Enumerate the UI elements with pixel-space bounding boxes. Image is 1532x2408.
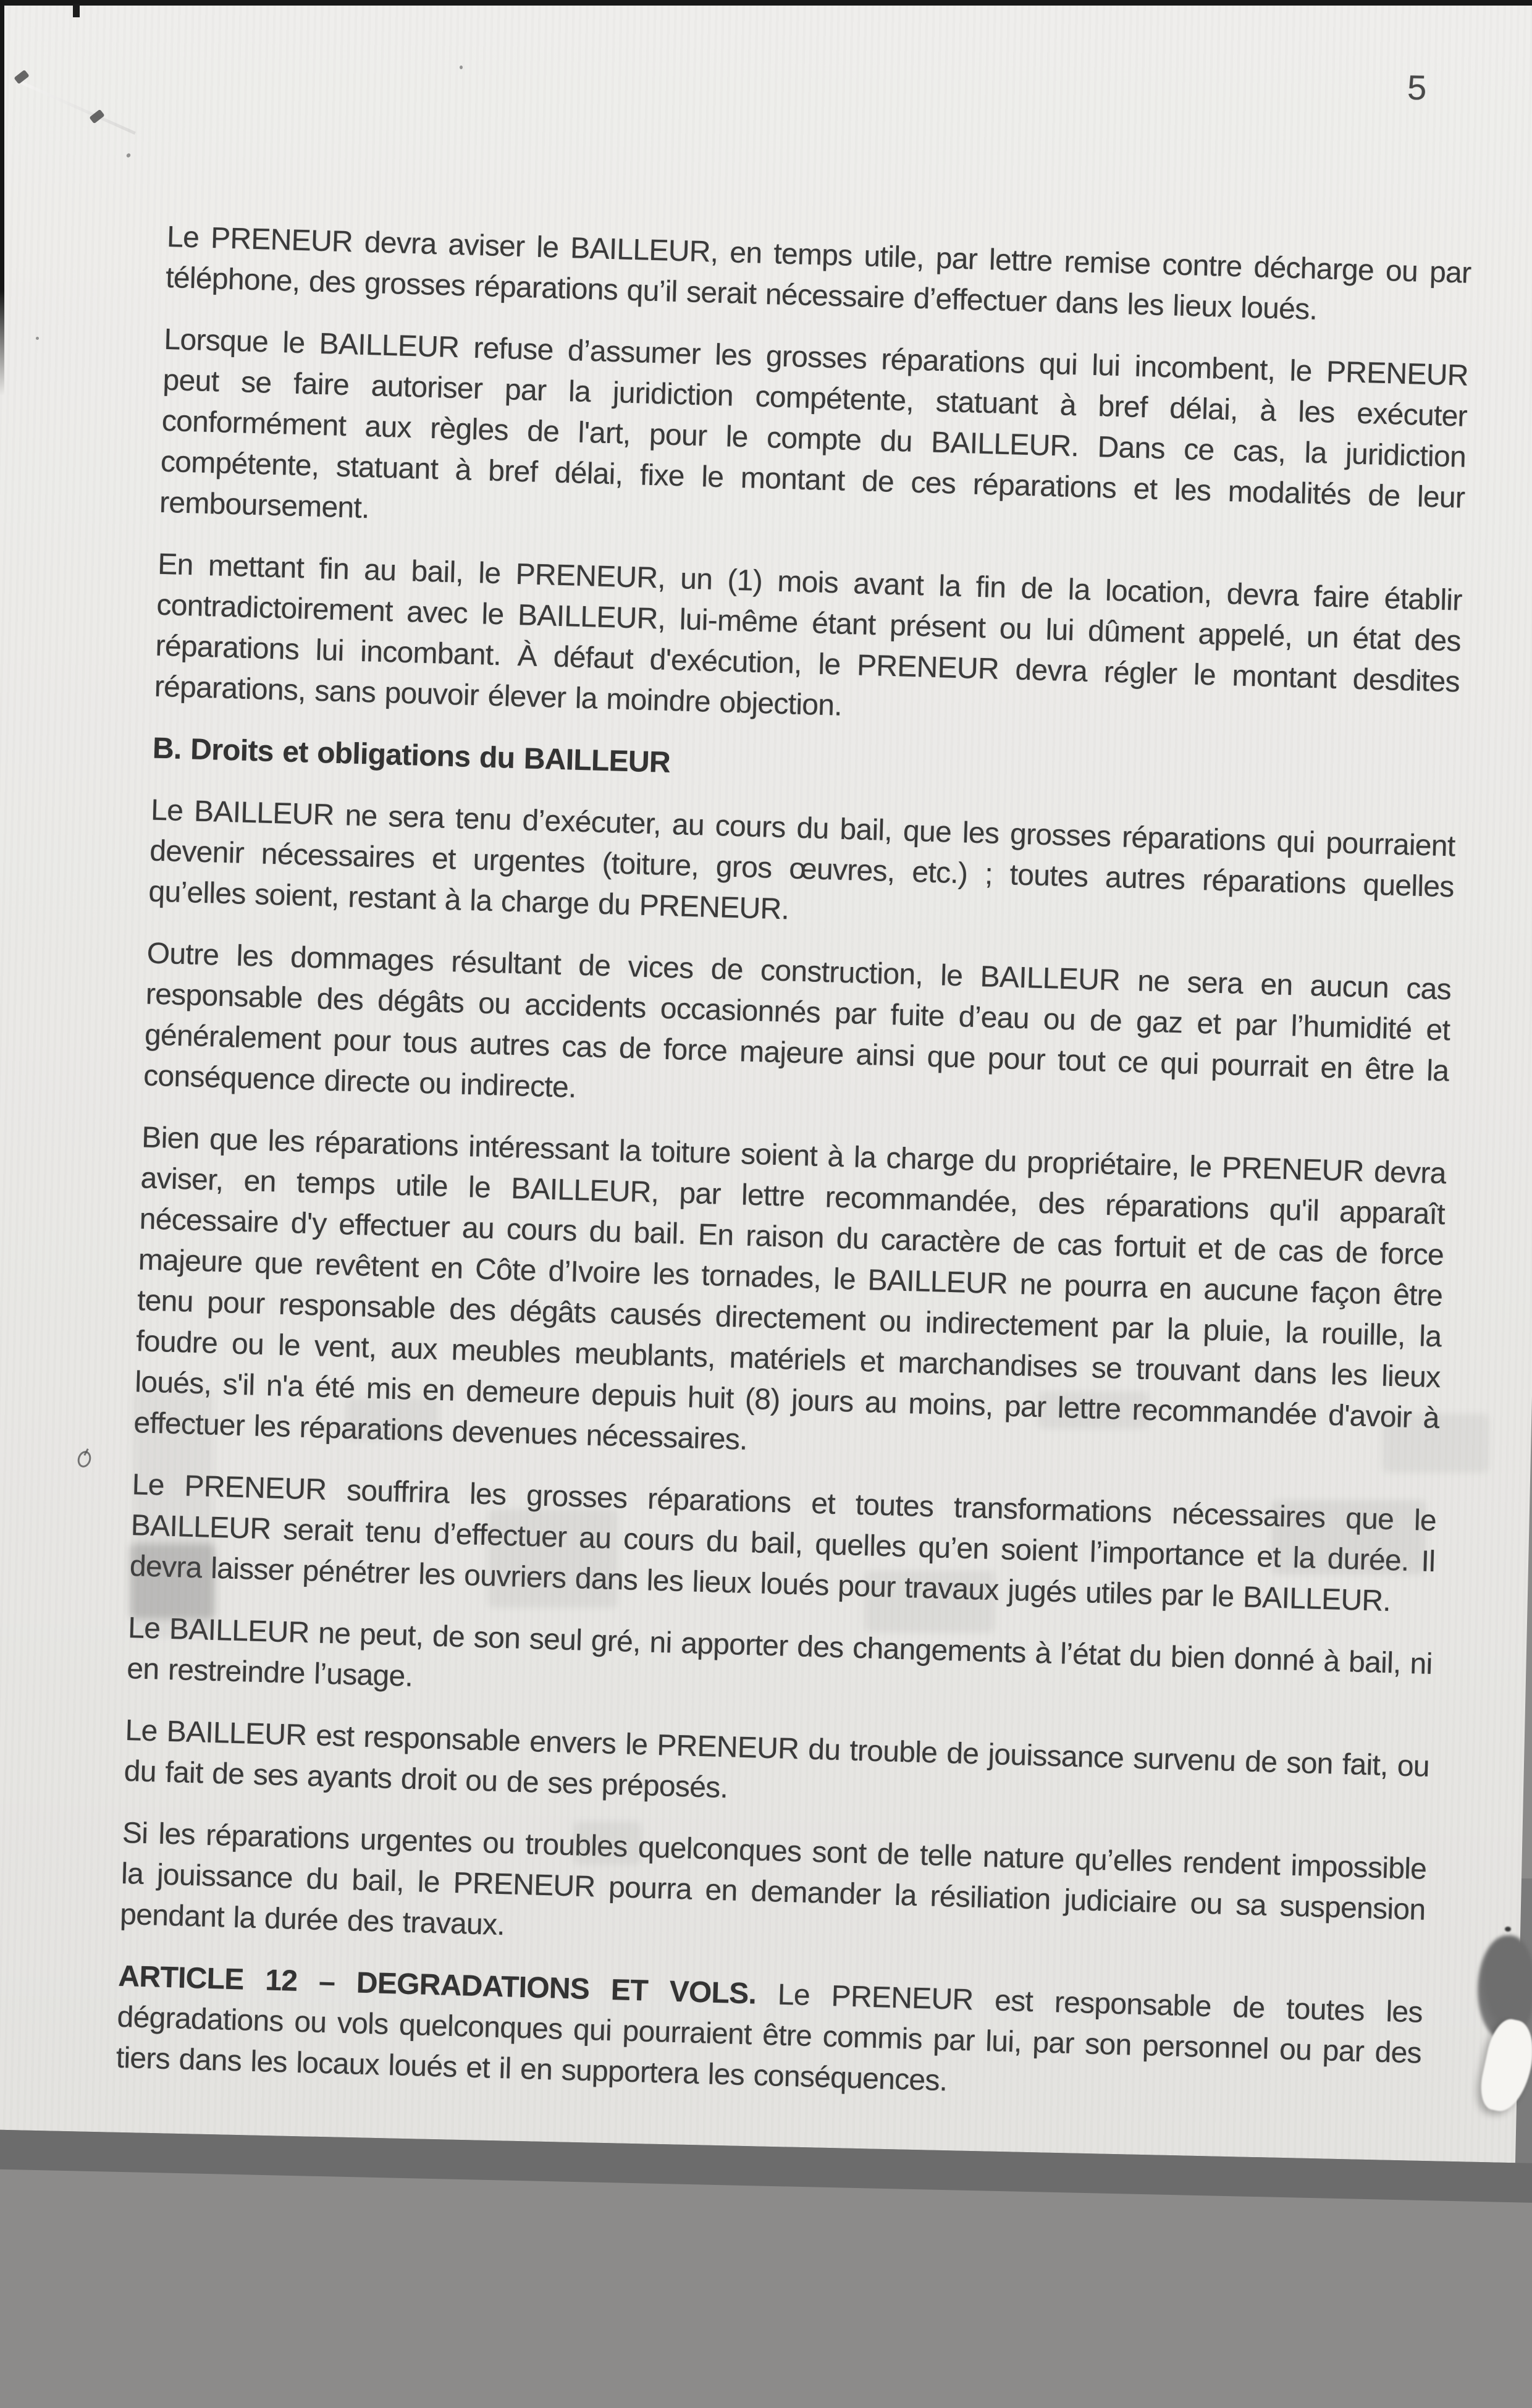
paragraph: En mettant fin au bail, le PRENEUR, un (1) mois avant la fin de la location, devra faire établir contradictoirement avec le BAILLEUR, lui-même étant présent ou lui dûment appelé, un état des réparations lui incombant. À défaut d'exécution, le PRENEUR devra régler le montant desdites réparations, sans pouvoir élever la moindre objection. — [154, 547, 1463, 722]
scan-edge-top — [0, 0, 1532, 6]
paragraph: ARTICLE 12 – DEGRADATIONS ET VOLS. Le PRENEUR est responsable de toutes les dégradations ou vols quelconques qui pourraient être commis par lui, par son personnel ou par des tiers dans les locaux loués et il en supportera les conséquences. — [116, 1959, 1423, 2098]
paragraph: Le BAILLEUR ne peut, de son seul gré, ni apporter des changements à l’état du bien donné à bail, ni en restreindre l’usage. — [126, 1612, 1433, 1693]
paragraph: Le PRENEUR devra aviser le BAILLEUR, en temps utile, par lettre remise contre décharge ou par téléphone, des grosses réparations qu’il serait nécessaire d’effectuer dans les lieux loués. — [165, 220, 1472, 326]
ink-speck — [460, 65, 463, 69]
smudge — [1383, 1414, 1489, 1472]
smudge — [488, 1509, 618, 1608]
article-title: ARTICLE 12 – DEGRADATIONS ET VOLS. — [117, 1959, 757, 2011]
scan-edge-tick — [73, 4, 80, 17]
smudge — [130, 1544, 215, 1619]
page-number: 5 — [1407, 67, 1428, 108]
smudge — [573, 1822, 641, 1865]
ink-speck — [36, 337, 39, 340]
paragraph: Le PRENEUR souffrira les grosses réparations et toutes transformations nécessaires que le BAILLEUR serait tenu d’effectuer au cours du bail, quelles qu’en soient l’importance et la durée. Il devra laisser pénétrer les ouvriers dans les lieux loués pour travaux jugés utiles par le BAILLEUR. — [129, 1468, 1437, 1618]
paragraph: Lorsque le BAILLEUR refuse d’assumer les grosses réparations qui lui incombent, le PRENEUR peut se faire autoriser par la juridiction compétente, statuant à bref délai, à les exécuter conformément aux règles de l'art, pour le compte du BAILLEUR. Dans ce cas, la juridiction compétente, statuant à bref délai, fixe le montant de ces réparations et les modalités de leur remboursement. — [159, 323, 1469, 525]
smudge — [1271, 1500, 1426, 1574]
paragraph: Outre les dommages résultant de vices de construction, le BAILLEUR ne sera en aucun cas responsable des dégâts ou accidents occasionnés par fuite d’eau ou de gaz et par l’humidité et généralement pour tous autres cas de force majeure ainsi que pour tout ce qui pourrait en être la conséquence directe ou indirecte. — [143, 937, 1452, 1104]
paragraph: Si les réparations urgentes ou troubles quelconques sont de telle nature qu’elles rendent impossible la jouissance du bail, le PRENEUR pourra en demander la résiliation judiciaire ou sa suspension pendant la durée des travaux. — [119, 1816, 1427, 1942]
paragraph: Bien que les réparations intéressant la toiture soient à la charge du propriétaire, le PRENEUR devra aviser, en temps utile le BAILLEUR, par lettre recommandée, des réparations qu'il apparaît nécessaire d'y effectuer au cours du bail. En raison du caractère de cas fortuit et de cas de force majeure que revêtent en Côte d’Ivoire les tornades, le BAILLEUR ne pourra en aucune façon être tenu pour responsable des dégâts causés directement ou indirectement par la pluie, la rouille, la foudre ou le vent, aux meubles meublants, matériels et marchandises se trouvant dans les lieux loués, s'il n'a été mis en demeure depuis huit (8) jours au moins, par lettre recommandée d'avoir à effectuer les réparations devenues nécessaires. — [133, 1121, 1447, 1456]
paragraph: Le BAILLEUR est responsable envers le PRENEUR du trouble de jouissance survenu de son fait, ou du fait de ses ayants droit ou de ses préposés. — [124, 1713, 1430, 1805]
heading: B. Droits et obligations du BAILLEUR — [152, 732, 671, 779]
ink-speck — [1505, 1927, 1511, 1932]
smudge — [346, 1398, 439, 1441]
scan-edge-left — [0, 0, 4, 402]
smudge — [865, 1571, 995, 1633]
paragraph: Le BAILLEUR ne sera tenu d’exécuter, au cours du bail, que les grosses réparations qui pourraient devenir nécessaires et urgentes (toiture, gros œuvres, etc.) ; toutes autres réparations quelles qu’elles soient, restant à la charge du PRENEUR. — [148, 793, 1456, 926]
smudge — [1038, 1392, 1149, 1429]
document-body — [115, 217, 1471, 2136]
